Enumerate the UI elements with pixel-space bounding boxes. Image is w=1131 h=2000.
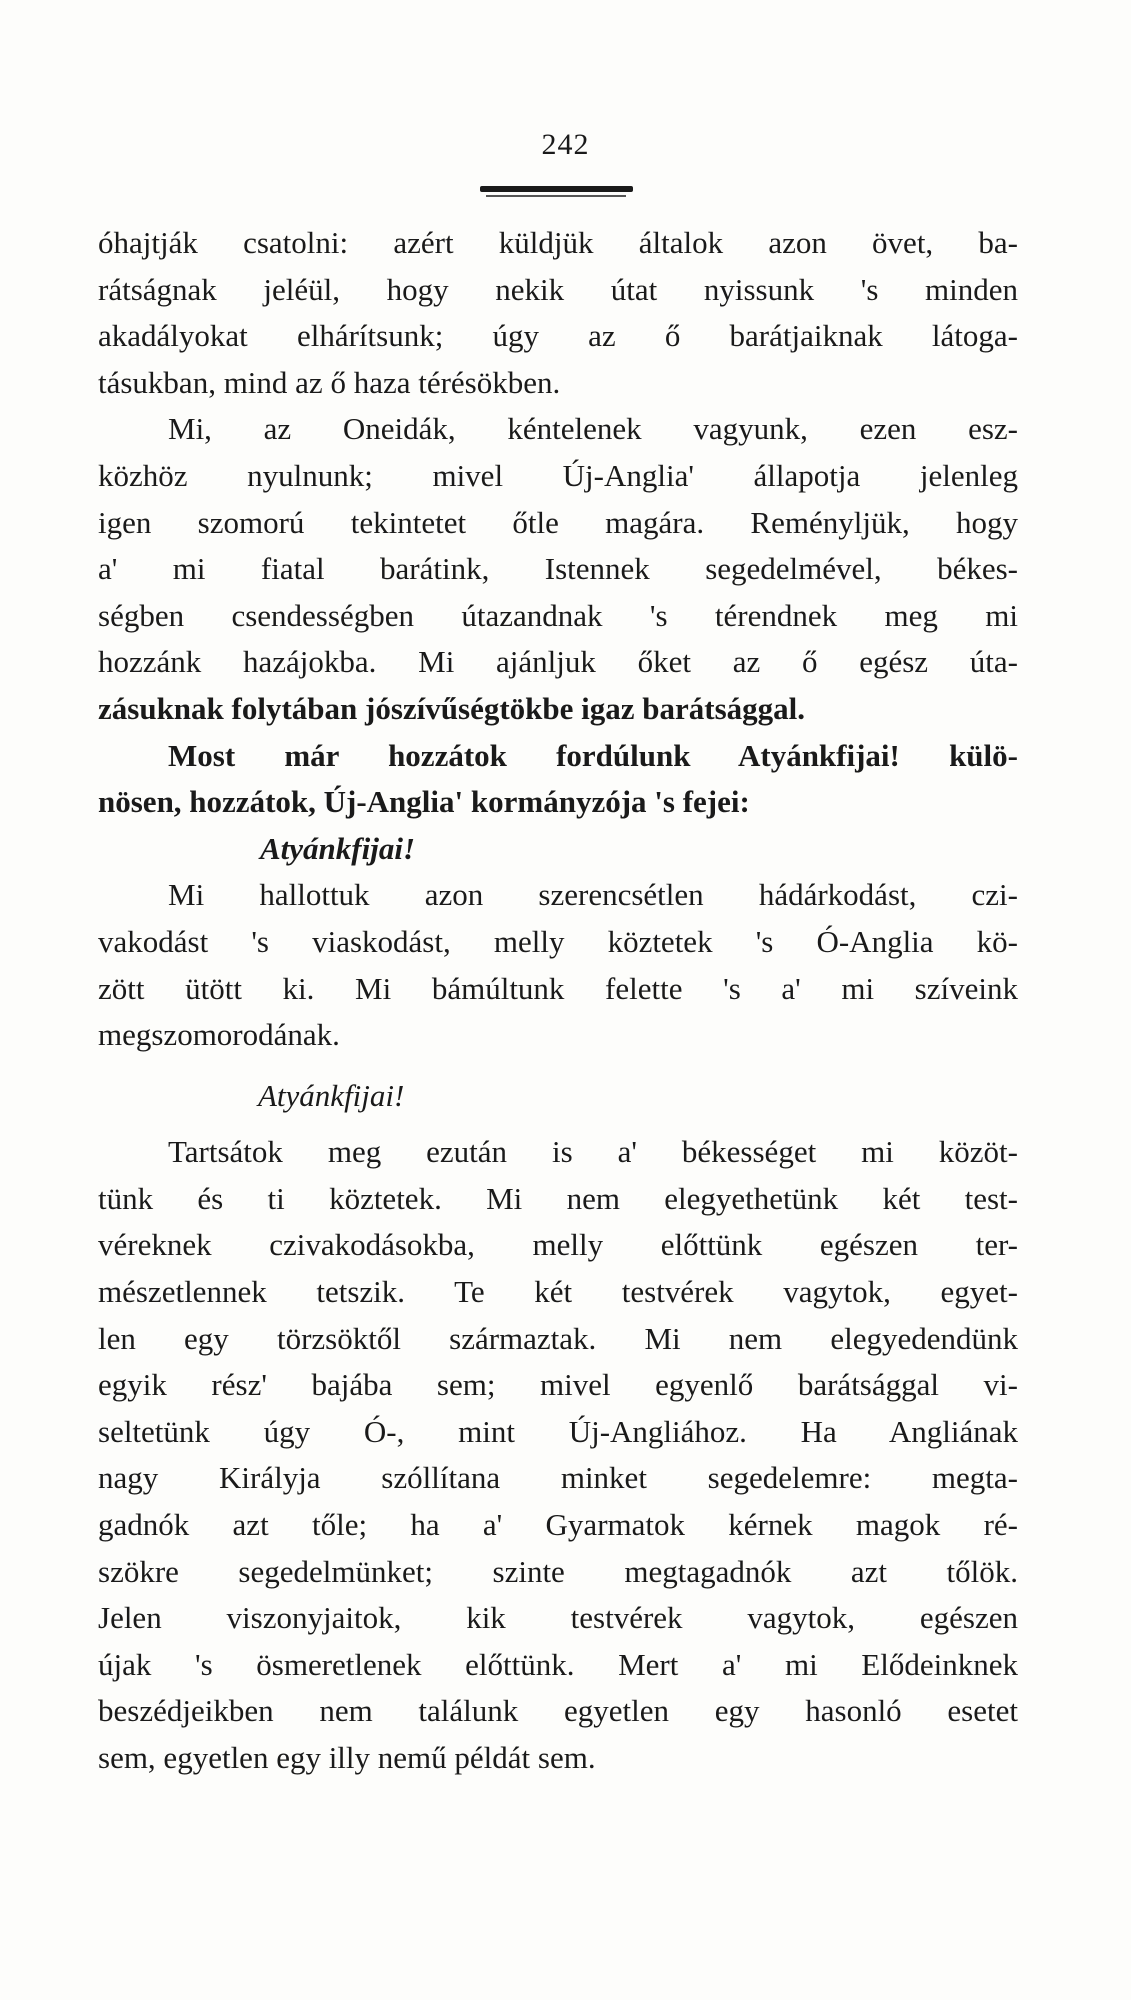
text-line: nösen, hozzátok, Új-Anglia' kormányzója 's fejei: bbox=[98, 784, 750, 820]
salutation-heading: Atyánkfijai! bbox=[260, 830, 416, 866]
text-line: len egy törzsöktől származtak. Mi nem elegyedendünk bbox=[98, 1320, 1018, 1356]
text-line: tásukban, mind az ő haza térésökben. bbox=[98, 364, 561, 400]
text-line: a' mi fiatal barátink, Istennek segedelmével, békes- bbox=[98, 551, 1018, 587]
text-line: megszomorodának. bbox=[98, 1017, 340, 1053]
header-rule bbox=[480, 186, 633, 192]
text-line: Tartsátok meg ezután is a' békességet mi közöt- bbox=[168, 1134, 1018, 1170]
text-line: Jelen viszonyjaitok, kik testvérek vagytok, egészen bbox=[98, 1600, 1018, 1636]
header-rule-thin bbox=[486, 195, 626, 197]
text-line: Mi hallottuk azon szerencsétlen hádárkodást, czi- bbox=[168, 877, 1018, 913]
text-line: közhöz nyulnunk; mivel Új-Anglia' állapotja jelenleg bbox=[98, 457, 1018, 493]
page-number: 242 bbox=[541, 128, 590, 161]
text-line: nagy Királyja szóllítana minket segedelemre: megta- bbox=[98, 1460, 1018, 1496]
text-line: óhajtják csatolni: azért küldjük általok azon övet, ba- bbox=[98, 225, 1018, 260]
text-line: zásuknak folytában jószívűségtökbe igaz barátsággal. bbox=[98, 690, 806, 726]
text-line: mészetlennek tetszik. Te két testvérek vagytok, egyet- bbox=[98, 1274, 1018, 1310]
text-line: gadnók azt tőle; ha a' Gyarmatok kérnek magok ré- bbox=[98, 1507, 1018, 1543]
text-line: ségben csendességben útazandnak 's térendnek meg mi bbox=[98, 597, 1018, 633]
text-line: véreknek czivakodásokba, melly előttünk egészen ter- bbox=[98, 1227, 1018, 1263]
text-line: rátságnak jeléül, hogy nekik útat nyissunk 's minden bbox=[98, 271, 1018, 307]
text-line: vakodást 's viaskodást, melly köztetek 's Ó-Anglia kö- bbox=[98, 923, 1018, 959]
text-line: zött ütött ki. Mi bámúltunk felette 's a' mi szíveink bbox=[98, 970, 1018, 1006]
salutation-heading: Atyánkfijai! bbox=[258, 1077, 405, 1113]
text-line: tünk és ti köztetek. Mi nem elegyethetünk két test- bbox=[98, 1180, 1018, 1216]
body-text bbox=[98, 220, 1018, 1782]
text-line: szökre segedelmünket; szinte megtagadnók azt tőlök. bbox=[98, 1553, 1018, 1589]
text-line: sem, egyetlen egy illy nemű példát sem. bbox=[98, 1740, 596, 1775]
text-line: újak 's ösmeretlenek előttünk. Mert a' mi Elődeinknek bbox=[98, 1646, 1018, 1682]
text-line: egyik rész' bajába sem; mivel egyenlő barátsággal vi- bbox=[98, 1367, 1018, 1403]
text-line: Most már hozzátok fordúlunk Atyánkfijai! külö- bbox=[168, 737, 1018, 773]
text-line: seltetünk úgy Ó-, mint Új-Angliához. Ha Angliának bbox=[98, 1413, 1018, 1449]
text-line: Mi, az Oneidák, kéntelenek vagyunk, ezen esz- bbox=[168, 411, 1018, 447]
text-line: beszédjeikben nem találunk egyetlen egy hasonló esetet bbox=[98, 1693, 1018, 1729]
text-line: akadályokat elhárítsunk; úgy az ő barátjaiknak látoga- bbox=[98, 318, 1018, 354]
text-line: hozzánk hazájokba. Mi ajánljuk őket az ő egész úta- bbox=[98, 644, 1018, 680]
text-line: igen szomorú tekintetet őtle magára. Reményljük, hogy bbox=[98, 504, 1018, 540]
